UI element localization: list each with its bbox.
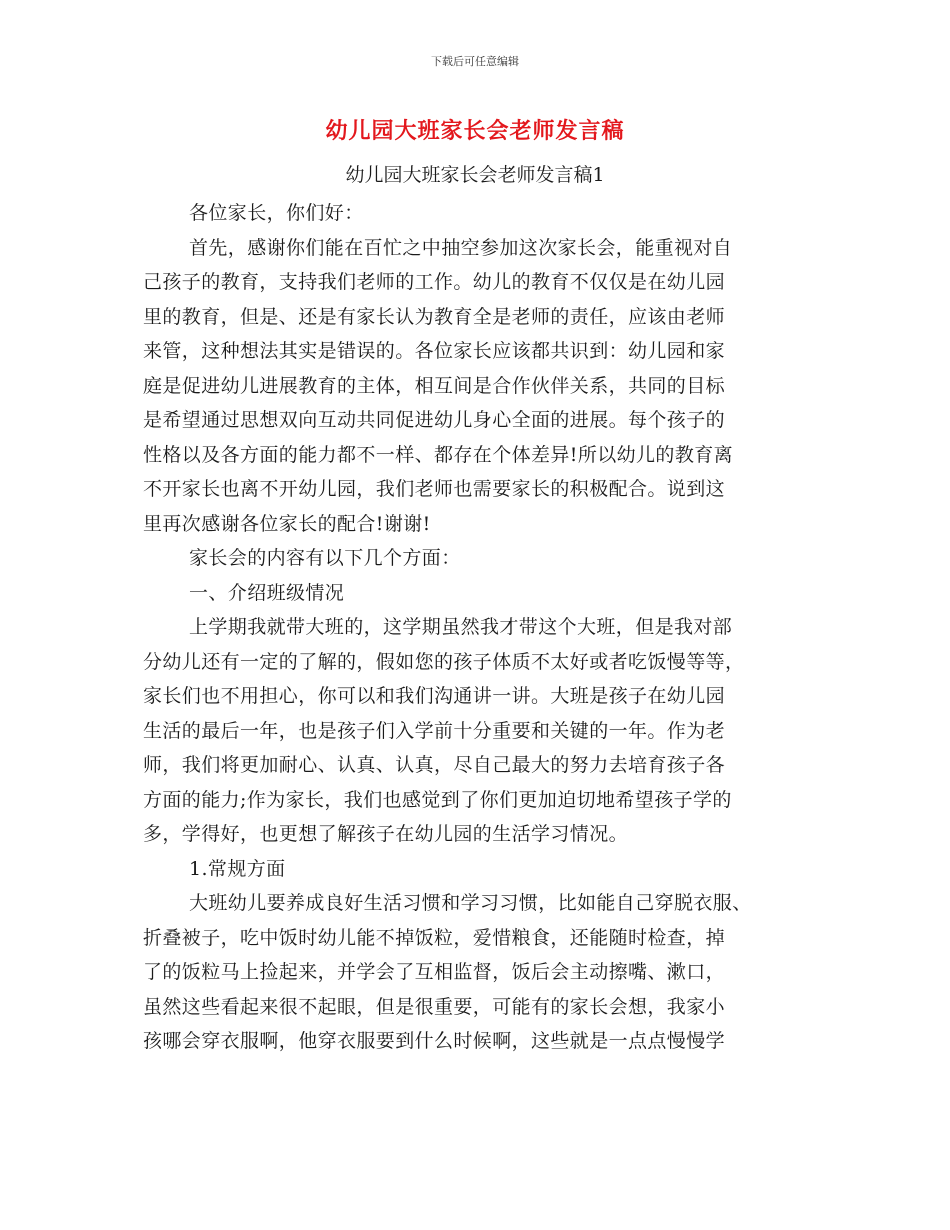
body-text-line: 庭是促进幼儿进展教育的主体，相互间是合作伙伴关系，共同的目标 (143, 374, 726, 397)
body-text-line: 性格以及各方面的能力都不一样、都存在个体差异!所以幼儿的教育离 (143, 443, 734, 466)
body-text-line: 方面的能力;作为家长，我们也感觉到了你们更加迫切地希望孩子学的 (143, 788, 732, 811)
body-text-line: 折叠被子，吃中饭时幼儿能不掉饭粒，爱惜粮食，还能随时检查，掉 (143, 926, 726, 949)
body-text-line: 生活的最后一年，也是孩子们入学前十分重要和关键的一年。作为老 (143, 719, 726, 742)
document-subtitle: 幼儿园大班家长会老师发言稿1 (345, 164, 605, 186)
body-text-line: 师，我们将更加耐心、认真、认真，尽自己最大的努力去培育孩子各 (143, 754, 726, 776)
page-header-note: 下载后可任意编辑 (431, 55, 519, 68)
body-text-line: 各位家长，你们好： (189, 202, 364, 224)
body-text-line: 虽然这些看起来很不起眼，但是很重要，可能有的家长会想，我家小 (143, 995, 726, 1018)
body-text-line: 多，学得好，也更想了解孩子在幼儿园的生活学习情况。 (143, 823, 629, 845)
body-text-line: 己孩子的教育，支持我们老师的工作。幼儿的教育不仅仅是在幼儿园 (143, 271, 726, 293)
body-text-line: 一、介绍班级情况 (189, 581, 345, 604)
body-text-line: 上学期我就带大班的，这学期虽然我才带这个大班，但是我对部 (189, 616, 733, 638)
body-text-line: 来管，这种想法其实是错误的。各位家长应该都共识到：幼儿园和家 (143, 340, 726, 362)
document-body (143, 196, 843, 1059)
body-text-line: 大班幼儿要养成良好生活习惯和学习习惯，比如能自己穿脱衣服、 (189, 892, 752, 914)
body-text-line: 家长会的内容有以下几个方面： (189, 547, 461, 569)
body-text-line: 分幼儿还有一定的了解的，假如您的孩子体质不太好或者吃饭慢等等， (143, 650, 745, 673)
body-text-line: 首先，感谢你们能在百忙之中抽空参加这次家长会，能重视对自 (189, 236, 733, 259)
body-text-line: 里的教育，但是、还是有家长认为教育全是老师的责任，应该由老师 (143, 305, 726, 328)
body-text-line: 1.常规方面 (189, 857, 286, 880)
body-text-line: 里再次感谢各位家长的配合!谢谢! (143, 512, 431, 535)
body-text-line: 不开家长也离不开幼儿园，我们老师也需要家长的积极配合。说到这 (143, 478, 726, 500)
body-text-line: 家长们也不用担心，你可以和我们沟通讲一讲。大班是孩子在幼儿园 (143, 685, 726, 707)
body-text-line: 孩哪会穿衣服啊，他穿衣服要到什么时候啊，这些就是一点点慢慢学 (143, 1030, 726, 1052)
body-text-line: 了的饭粒马上捡起来，并学会了互相监督，饭后会主动擦嘴、漱口， (143, 961, 726, 983)
body-text-line: 是希望通过思想双向互动共同促进幼儿身心全面的进展。每个孩子的 (143, 409, 726, 431)
document-title: 幼儿园大班家长会老师发言稿 (325, 118, 625, 144)
